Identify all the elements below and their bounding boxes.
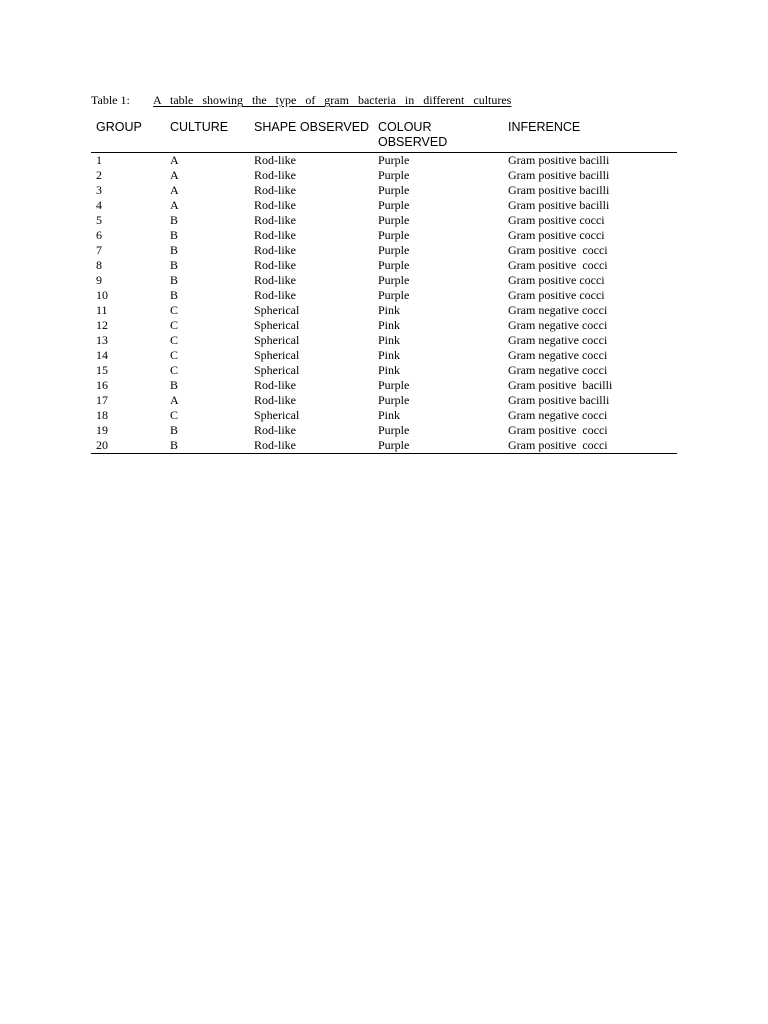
- shape-cell: Spherical: [254, 348, 300, 362]
- colour-cell: Purple: [378, 213, 410, 227]
- shape-cell: Rod-like: [254, 183, 296, 197]
- colour-cell: Purple: [378, 378, 410, 392]
- culture-cell: A: [170, 153, 179, 167]
- inference-cell: Gram positive cocci: [508, 273, 605, 287]
- group-cell: 4: [96, 198, 102, 212]
- colour-cell: Pink: [378, 408, 401, 422]
- inference-cell: Gram positive bacilli: [508, 183, 610, 197]
- group-cell: 2: [96, 168, 102, 182]
- colour-cell: Purple: [378, 288, 410, 302]
- header-inference: INFERENCE: [503, 120, 677, 153]
- culture-cell: B: [170, 243, 179, 257]
- colour-cell: Pink: [378, 333, 401, 347]
- colour-cell: Purple: [378, 393, 410, 407]
- colour-cell: Purple: [378, 228, 410, 242]
- table-row: [91, 408, 677, 423]
- group-cell: 6: [96, 228, 102, 242]
- shape-cell: Rod-like: [249, 438, 373, 454]
- inference-cell: Gram negative cocci: [508, 408, 608, 422]
- inference-cell: Gram positive cocci: [508, 288, 605, 302]
- colour-cell: Pink: [378, 318, 401, 332]
- table-row: [91, 303, 677, 318]
- shape-cell: Rod-like: [254, 153, 296, 167]
- table-row: [91, 423, 677, 438]
- colour-cell: Purple: [378, 153, 410, 167]
- group-cell: 7: [96, 243, 102, 257]
- culture-cell: B: [170, 258, 179, 272]
- inference-cell: Gram negative cocci: [508, 318, 608, 332]
- group-cell: 1: [96, 153, 102, 167]
- colour-cell: Purple: [378, 198, 410, 212]
- shape-cell: Rod-like: [254, 258, 296, 272]
- culture-cell: B: [165, 438, 249, 454]
- inference-cell: Gram positive bacilli: [508, 153, 610, 167]
- group-cell: 3: [96, 183, 102, 197]
- inference-cell: Gram positive cocci: [503, 438, 677, 454]
- inference-cell: Gram positive bacilli: [508, 393, 610, 407]
- shape-cell: Rod-like: [254, 273, 296, 287]
- inference-cell: Gram positive cocci: [508, 258, 608, 272]
- table-caption: [91, 93, 511, 107]
- culture-cell: B: [170, 378, 179, 392]
- inference-cell: Gram positive bacilli: [508, 378, 613, 392]
- table-row: [91, 228, 677, 243]
- shape-cell: Rod-like: [254, 228, 296, 242]
- group-cell: 9: [96, 273, 102, 287]
- colour-cell: Purple: [373, 438, 503, 454]
- table-row: [91, 183, 677, 198]
- shape-cell: Rod-like: [254, 168, 296, 182]
- table-row: [91, 258, 677, 273]
- colour-cell: Purple: [378, 273, 410, 287]
- table-row: [91, 348, 677, 363]
- table-caption-label: Table 1:: [91, 93, 130, 107]
- group-cell: 19: [96, 423, 108, 437]
- culture-cell: A: [170, 198, 179, 212]
- group-cell: 17: [96, 393, 108, 407]
- inference-cell: Gram positive cocci: [508, 243, 608, 257]
- shape-cell: Rod-like: [254, 378, 296, 392]
- group-cell: 11: [96, 303, 108, 317]
- group-cell: 18: [96, 408, 108, 422]
- group-cell: 15: [96, 363, 108, 377]
- group-cell: 16: [96, 378, 108, 392]
- table-row: [91, 288, 677, 303]
- culture-cell: C: [170, 333, 179, 347]
- table-caption-text: A table showing the type of gram bacteria in different cultures: [153, 93, 512, 107]
- table-row: [91, 243, 677, 258]
- header-row: [91, 120, 677, 153]
- colour-cell: Purple: [378, 183, 410, 197]
- culture-cell: C: [170, 303, 179, 317]
- inference-cell: Gram positive cocci: [508, 228, 605, 242]
- table-row: [91, 363, 677, 378]
- table-header: [91, 120, 677, 153]
- table-row: [91, 378, 677, 393]
- culture-cell: C: [170, 318, 179, 332]
- shape-cell: Spherical: [254, 318, 300, 332]
- table-row: [91, 198, 677, 213]
- inference-cell: Gram positive cocci: [508, 213, 605, 227]
- table-body: [91, 153, 677, 454]
- culture-cell: B: [170, 228, 179, 242]
- inference-cell: Gram positive cocci: [508, 423, 608, 437]
- shape-cell: Spherical: [254, 333, 300, 347]
- inference-cell: Gram positive bacilli: [508, 198, 610, 212]
- header-group: GROUP: [91, 120, 165, 153]
- culture-cell: C: [170, 363, 179, 377]
- group-cell: 13: [96, 333, 108, 347]
- shape-cell: Rod-like: [254, 213, 296, 227]
- culture-cell: B: [170, 273, 179, 287]
- culture-cell: C: [170, 348, 179, 362]
- shape-cell: Rod-like: [254, 423, 296, 437]
- shape-cell: Rod-like: [254, 198, 296, 212]
- header-culture: CULTURE: [165, 120, 249, 153]
- culture-cell: C: [170, 408, 179, 422]
- colour-cell: Pink: [378, 303, 401, 317]
- shape-cell: Spherical: [254, 303, 300, 317]
- shape-cell: Rod-like: [254, 243, 296, 257]
- colour-cell: Purple: [378, 423, 410, 437]
- table-row: [91, 273, 677, 288]
- culture-cell: A: [170, 168, 179, 182]
- group-cell: 10: [96, 288, 108, 302]
- header-colour-observed: COLOUR OBSERVED: [373, 120, 503, 153]
- table-row: [91, 333, 677, 348]
- culture-cell: A: [170, 393, 179, 407]
- table-row: [91, 153, 677, 169]
- group-cell: 5: [96, 213, 102, 227]
- shape-cell: Spherical: [254, 363, 300, 377]
- colour-cell: Pink: [378, 348, 401, 362]
- colour-cell: Purple: [378, 168, 410, 182]
- table-row: [91, 318, 677, 333]
- inference-cell: Gram negative cocci: [508, 363, 608, 377]
- inference-cell: Gram negative cocci: [508, 303, 608, 317]
- inference-cell: Gram positive bacilli: [508, 168, 610, 182]
- inference-cell: Gram negative cocci: [508, 348, 608, 362]
- shape-cell: Spherical: [254, 408, 300, 422]
- header-shape-observed: SHAPE OBSERVED: [249, 120, 373, 153]
- group-cell: 20: [91, 438, 165, 454]
- culture-cell: B: [170, 423, 179, 437]
- table-row: [91, 393, 677, 408]
- group-cell: 8: [96, 258, 102, 272]
- table-row: [91, 438, 677, 454]
- culture-cell: B: [170, 213, 179, 227]
- gram-bacteria-table: [91, 120, 677, 454]
- table-row: [91, 213, 677, 228]
- culture-cell: A: [170, 183, 179, 197]
- inference-cell: Gram negative cocci: [508, 333, 608, 347]
- colour-cell: Pink: [378, 363, 401, 377]
- colour-cell: Purple: [378, 243, 410, 257]
- shape-cell: Rod-like: [254, 393, 296, 407]
- group-cell: 12: [96, 318, 108, 332]
- culture-cell: B: [170, 288, 179, 302]
- colour-cell: Purple: [378, 258, 410, 272]
- shape-cell: Rod-like: [254, 288, 296, 302]
- group-cell: 14: [96, 348, 108, 362]
- table-row: [91, 168, 677, 183]
